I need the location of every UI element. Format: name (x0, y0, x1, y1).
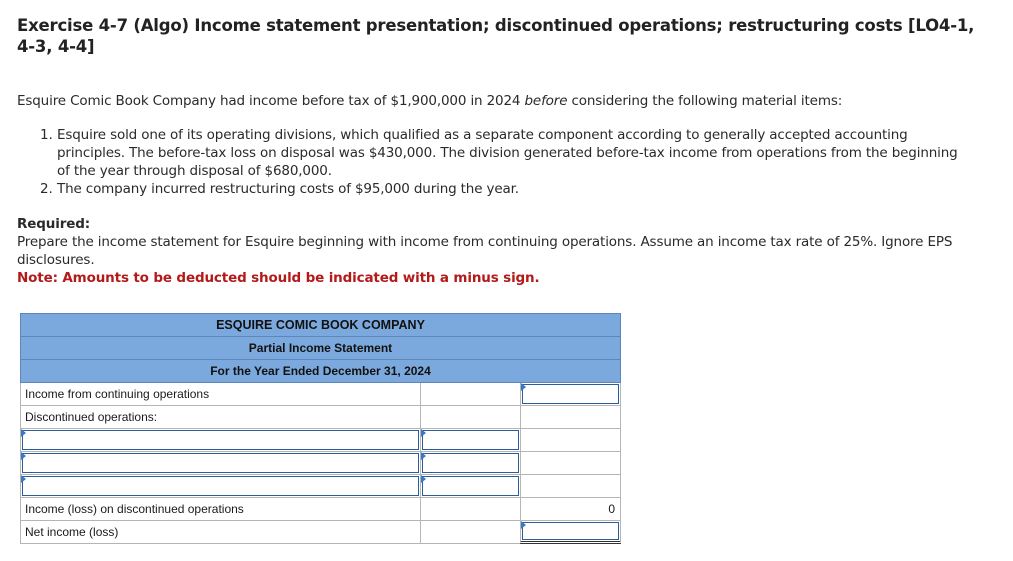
net-income-amount-cell (520, 521, 621, 544)
amount-cell (420, 521, 520, 544)
item-text: The company incurred restructuring costs of $95,000 during the year. (57, 181, 519, 197)
required-note: Note: Amounts to be deducted should be indicated with a minus sign. (17, 270, 540, 286)
amount-cell (420, 475, 520, 498)
table-row (20, 475, 621, 498)
income-statement-table (20, 313, 621, 544)
discontinued-amount-input-2[interactable] (422, 453, 519, 473)
row-label-cell (20, 452, 420, 475)
amount-cell (420, 498, 520, 521)
exercise-title: Exercise 4-7 (Algo) Income statement presentation; discontinued operations; restructuring costs [LO4-1, 4-3, 4-4] (17, 16, 975, 56)
input-marker-icon (521, 383, 526, 391)
item-text: Esquire sold one of its operating divisions, which qualified as a separate component according to generally accepted accounting principles. The before-tax loss on disposal was $430,000. The division generated before-tax income from operations from the beginning of the year through disposal of $680,000. (57, 127, 958, 179)
table-row (20, 521, 621, 544)
discontinued-label-select-1[interactable] (22, 430, 419, 450)
amount-cell (520, 452, 621, 475)
amount-cell (520, 475, 621, 498)
row-label-continuing: Income from continuing operations (20, 383, 420, 406)
list-item (40, 180, 970, 198)
amount-cell (520, 406, 621, 429)
discontinued-label-select-2[interactable] (22, 453, 419, 473)
row-label-discontinued: Discontinued operations: (20, 406, 420, 429)
input-marker-icon (421, 452, 426, 460)
item-number: 1. (40, 127, 53, 143)
intro-emphasis: before (524, 93, 568, 109)
table-row (20, 498, 621, 521)
material-items-list (40, 126, 970, 198)
table-row (20, 406, 621, 429)
continuing-amount-cell (520, 383, 621, 406)
input-marker-icon (421, 475, 426, 483)
statement-period: For the Year Ended December 31, 2024 (20, 359, 621, 383)
statement-company-name: ESQUIRE COMIC BOOK COMPANY (20, 313, 621, 336)
required-section (17, 215, 977, 287)
item-number: 2. (40, 181, 53, 197)
table-row (20, 452, 621, 475)
disc-income-value: 0 (520, 498, 621, 521)
input-marker-icon (521, 521, 526, 529)
amount-cell (420, 406, 520, 429)
input-marker-icon (421, 429, 426, 437)
list-item (40, 126, 970, 180)
required-text: Prepare the income statement for Esquire beginning with income from continuing operations. Assume an income tax rate of 25%. Ignore EPS disclosures. (17, 234, 953, 268)
dropdown-marker-icon (21, 429, 26, 437)
table-row (20, 383, 621, 406)
row-label-disc-income: Income (loss) on discontinued operations (20, 498, 420, 521)
amount-cell (420, 383, 520, 406)
amount-cell (520, 429, 621, 452)
discontinued-label-select-3[interactable] (22, 476, 419, 496)
dropdown-marker-icon (21, 475, 26, 483)
discontinued-amount-input-3[interactable] (422, 476, 519, 496)
intro-paragraph (17, 92, 842, 110)
required-label: Required: (17, 216, 90, 232)
net-income-amount-input[interactable] (522, 522, 619, 540)
amount-cell (420, 452, 520, 475)
amount-cell (420, 429, 520, 452)
dropdown-marker-icon (21, 452, 26, 460)
row-label-cell (20, 475, 420, 498)
row-label-cell (20, 429, 420, 452)
continuing-amount-input[interactable] (522, 384, 619, 404)
table-row (20, 429, 621, 452)
intro-text-after: considering the following material items: (567, 93, 843, 109)
statement-title: Partial Income Statement (20, 336, 621, 359)
intro-text-before: Esquire Comic Book Company had income before tax of $1,900,000 in 2024 (17, 93, 525, 109)
discontinued-amount-input-1[interactable] (422, 430, 519, 450)
row-label-net-income: Net income (loss) (20, 521, 420, 544)
